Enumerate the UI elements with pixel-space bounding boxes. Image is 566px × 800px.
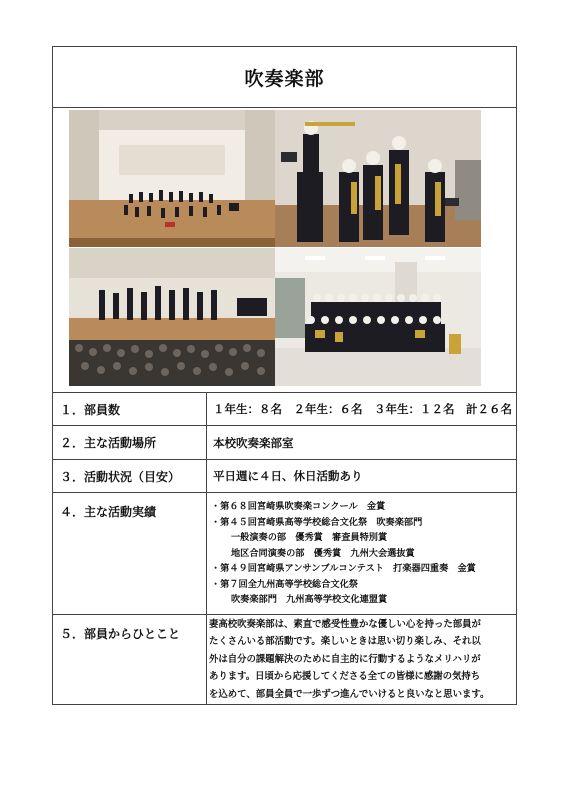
message-value xyxy=(207,615,517,705)
achievement-item: ・第４５回宮崎県高等学校総合文化祭 吹奏楽部門 xyxy=(211,516,423,528)
message-line: 外は自分の課題解決のために自主的に行動するようなメリハリが xyxy=(209,653,481,665)
saxophone-players-photo xyxy=(275,110,481,247)
photo-collage xyxy=(52,106,517,393)
achievement-item: ・第６８回宮崎県吹奏楽コンクール 金賞 xyxy=(211,500,386,512)
group-photo xyxy=(275,248,481,386)
concert-hall-photo xyxy=(69,110,275,247)
status-row xyxy=(53,460,517,493)
status-value: 平日週に４日、休日活動あり xyxy=(207,460,517,493)
stage-performance-photo xyxy=(69,248,275,386)
members-value: １年生：８名 ２年生：６名 ３年生：１２名 計２６名 xyxy=(207,393,517,426)
achievements-list xyxy=(207,497,516,610)
message-text xyxy=(207,615,516,704)
achievements-row xyxy=(53,493,517,615)
place-value: 本校吹奏楽部室 xyxy=(207,426,517,460)
achievements-label: ４．主な活動実績 xyxy=(53,493,207,615)
achievement-item: ・第４９回宮崎県アンサンブルコンテスト 打楽器四重奏 金賞 xyxy=(211,563,476,575)
achievements-value xyxy=(207,493,517,615)
achievement-item: 地区合同演奏の部 優秀賞 九州大会選抜賞 xyxy=(231,547,415,559)
status-label: ３．活動状況（目安） xyxy=(53,460,207,493)
members-row xyxy=(53,393,517,426)
message-line: あります。日頃から応援してくださる全ての皆様に感謝の気持ち xyxy=(209,671,481,683)
message-label: ５．部員からひとこと xyxy=(53,615,207,705)
title-box xyxy=(52,46,517,108)
message-line: を込めて、部員全員で一歩ずつ進んでいけると良いなと思います。 xyxy=(209,688,490,700)
place-row xyxy=(53,426,517,460)
members-label: １．部員数 xyxy=(53,393,207,426)
achievement-item: 一般演奏の部 優秀賞 審査員特別賞 xyxy=(231,532,388,544)
message-row xyxy=(53,615,517,705)
achievement-item: ・第７回全九州高等学校総合文化祭 xyxy=(211,578,358,590)
info-table xyxy=(52,392,517,705)
message-line: 妻高校吹奏楽部は、素直で感受性豊かな優しい心を持った部員が xyxy=(209,619,481,630)
message-line: たくさんいる部活動です。楽しいときは思い切り楽しみ、それ以 xyxy=(209,636,481,648)
place-label: ２．主な活動場所 xyxy=(53,426,207,460)
page-title: 吹奏楽部 xyxy=(244,67,325,90)
achievement-item: 吹奏楽部門 九州高等学校文化連盟賞 xyxy=(231,594,388,606)
